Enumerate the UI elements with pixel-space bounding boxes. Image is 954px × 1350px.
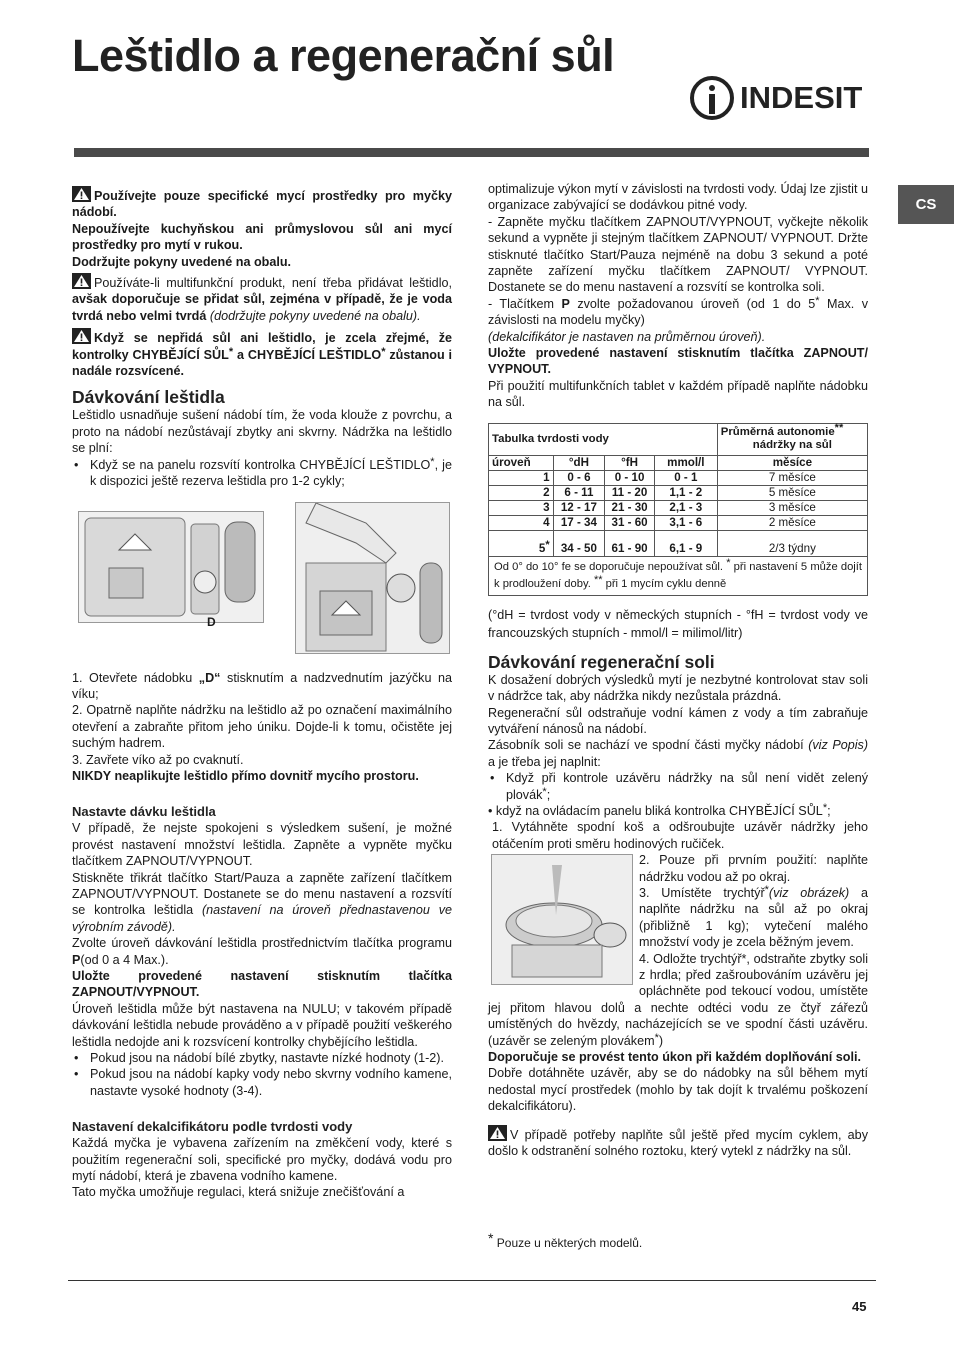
set-dose-p1: V případě, že nejste spokojeni s výsledkem sušení, je možné provést nastavení množství leštidla. Zapněte a vypněte myčku tlačítkem ZAPNOUT/VYPNOUT.: [72, 821, 452, 869]
multifunction-italic: (dodržujte pokyny uvedené na obalu).: [209, 308, 421, 323]
page-number: 45: [852, 1299, 867, 1314]
salt-p1: K dosažení dobrých výsledků mytí je nezbytné kontrolovat stav soli v nádržce tak, aby nádržka nikdy nezůstala prázdná.: [488, 672, 868, 704]
table-row: 3 12 - 17 21 - 30 2,1 - 3 3 měsíce: [489, 500, 868, 515]
decalcifier-p3: optimalizuje výkon mytí v závislosti na tvrdosti vody. Údaj lze zjistit u organizace zabývající se dodávkou pitné vody.: [488, 182, 868, 213]
save-setting-2: Uložte provedené nastavení stisknutím tlačítka ZAPNOUT/ VYPNOUT.: [488, 346, 868, 377]
warning-text-1: Používejte pouze specifické mycí prostředky pro myčky nádobí.: [72, 189, 452, 220]
warning-icon: [72, 328, 91, 344]
salt-step-2: 2. Pouze při prvním použití: naplňte nádržku vodou až po okraj.: [639, 853, 868, 884]
salt-p2: Regenerační sůl odstraňuje vodní kámen z vody a tím zabraňuje vytváření nánosů na nádobí.: [488, 705, 868, 736]
warning-icon: [488, 1125, 507, 1141]
footer-rule: [68, 1280, 876, 1281]
table-note: Od 0° do 10° fe se doporučuje nepoužívat sůl. * při nastavení 5 může dojít k prodloužení doby. ** při 1 mycím cyklu denně: [489, 556, 868, 595]
brand-name: INDESIT: [740, 80, 863, 115]
set-dose-p2: Stiskněte třikrát tlačítko Start/Pauza a zapněte zařízení tlačítkem ZAPNOUT/VYPNOUT. Dostanete se do menu nastavení a rozsvítí se kontrolka leštidla: [72, 870, 452, 918]
table-title: Tabulka tvrdosti vody: [489, 423, 718, 455]
rinse-aid-intro: Leštidlo usnadňuje sušení nádobí tím, že voda klouže z povrchu, a proto na nádobí nezůstávají zbytky ani skvrny. Nádržka na leštidlo se plní:: [72, 408, 452, 456]
salt-recommendation: Doporučuje se provést tento úkon při každém doplňování soli.: [488, 1050, 861, 1065]
page-title: Leštidlo a regenerační sůl: [72, 30, 615, 81]
left-column: Používejte pouze specifické mycí prostředky pro myčky nádobí. Nepoužívejte kuchyňskou ani průmyslovou sůl ani mycí prostředky pro mytí v rukou. Dodržujte pokyny uvedené na obalu. Používáte-li multifunkční produkt, není třeba přidávat leštidlo, avšak doporučuje se přidat sůl, zejména v případě, že je voda tvrdá nebo velmi tvrdá (dodržujte pokyny uvedené na obalu). Když se nepřidá sůl ani leštidlo, je zcela zřejmé, že kontrolky CHYBĚJÍCÍ SŮL* a CHYBĚJÍCÍ LEŠTIDLO* zůstanou i nadále rozsvícené. Dávkování leštidla Leštidlo usnadňuje sušení nádobí tím, že voda klouže z povrchu, a proto na nádobí nezůstávají zbytky ani skvrny. Nádržka na leštidlo se plní: • Když se na panelu rozsvítí kontrolka CHYBĚJÍCÍ LEŠTIDLO*, je k dispozici ještě rezerva leštidla pro 1-2 cykly; D 1. Otevřete nádobku „D“ stisknutím a nadzvednutím jazýčku na víku; 2. Opatrně naplňte nádržku na leštidlo až po označení maximálního otevření a zabraňte přitom jeho úniku. Dojde-li k tomu, očistěte jej suchým hadrem. 3. Zavřete víko až po cvaknutí. NIKDY neaplikujte leštidlo přímo dovnitř mycího prostoru. Nastavte dávku leštidla V případě, že nejste spokojeni s výsledkem sušení, je možné provést nastavení množství leštidla. Zapněte a vypněte myčku tlačítkem ZAPNOUT/VYPNOUT. Stiskněte třikrát tlačítko Start/Pauza a zapněte zařízení tlačítkem ZAPNOUT/VYPNOUT. Dostanete se do menu nastavení a rozsvítí se kontrolka leštidla (nastavení na úroveň přednastavenou ve výrobním závodě). Zvolte úroveň dávkování leštidla prostřednictvím tlačítka programu P(od 0 a 4 Max.). Uložte provedené nastavení stisknutím tlačítka ZAPNOUT/VYPNOUT. Úroveň leštidla může být nastavena na NULU; v takovém případě dávkování leštidla nebude prováděno a v případě použití veškerého leštidla nedojde ani k rozsvícení kontrolky chybějícího leštidla. • Pokud jsou na nádobí bílé zbytky, nastavte nízké hodnoty (1-2). • Pokud jsou na nádobí kapky vody nebo skvrny vodního kamene, nastavte vysoké hodnoty (3-4). Nastavení dekalcifikátoru podle tvrdosti vody Každá myčka je vybavena zařízením na změkčení vody, které s použitím regenerační soli, specifické pro myčky, dodává vodu pro mytí nádobí, která je zbavena vodního kamene. Tato myčka umožňuje regulaci, která snižuje znečišťování a: [72, 186, 452, 1201]
right-column: optimalizuje výkon mytí v závislosti na tvrdosti vody. Údaj lze zjistit u organizace zabývající se dodávkou pitné vody. - Zapněte myčku tlačítkem ZAPNOUT/VYPNOUT, vyčkejte několik sekund a vypněte ji stejným tlačítkem ZAPNOUT/ VYPNOUT. Držte stisknuté tlačítko Start/Pauza nejméně na dobu 3 sekund a poté zapněte zařízení myčku tlačítkem ZAPNOUT/ VYPNOUT. Dostanete se do menu nastavení a rozsvítí se kontrolka soli. - Tlačítkem P zvolte požadovanou úroveň (od 1 do 5* Max. v závislosti na modelu myčky) (dekalcifikátor je nastaven na průměrnou úroveň). Uložte provedené nastavení stisknutím tlačítka ZAPNOUT/ VYPNOUT. Při použití multifunkčních tablet v každém případě naplňte nádobku na sůl. Tabulka tvrdosti vody Průměrná autonomie** nádržky na sůl úroveň °dH °fH mmol/l měsíce 1 0 - 6 0 - 10 0 - 1 7 měsíce 2 6 - 11 11 - 20 1,1 - 2 5 měsíce 3 12 - 17 21 - 30 2,1 - 3 3 měsíce 4 17 - 34 31 - 60 3,1 - 6 2 měsíce 5* 34 - 50 61 - 90 6,1 - 9 2/3 týdny Od 0° do 10° fe se doporučuje nepoužívat sůl. * při nastavení 5 může dojít k prodloužení doby. ** při 1 mycím cyklu denně (°dH = tvrdost vody v německých stupních - °fH = tvrdost vody ve francouzských stupních - mmol/l = milimol/litr) Dávkování regenerační soli K dosažení dobrých výsledků mytí je nezbytné kontrolovat stav soli v nádržce tak, aby nádržka nikdy nezůstala prázdná. Regenerační sůl odstraňuje vodní kámen z vody a tím zabraňuje vytváření nánosů na nádobí. Zásobník soli se nachází ve spodní části myčky nádobí (viz Popis) a je třeba jej naplnit: • Když při kontrole uzávěru nádržky na sůl není vidět zelený plovák*; • když na ovládacím panelu bliká kontrolka CHYBĚJÍCÍ SŮL*; 1. Vytáhněte spodní koš a odšroubujte uzávěr nádržky jeho otáčením proti směru hodinových ručiček. 2. Pouze při prvním použití: naplňte nádržku vodou až po okraj. 3. Umístěte trychtýř*(viz obrázek) a naplňte nádržku na sůl až po okraj (přibližně 1 kg); vytečení malého množství vody je zcela běžným jevem. 4. Odložte trychtýř*, odstraňte zbytky soli z hrdla; před zašroubováním uzávěru jej opláchněte pod tekoucí vodou, umístěte jej přitom hlavou dolů a nechte odtéci vodu ze čtyř zářezů umístěných do hvězdy, nacházejících se ve spodní části uzávěru. (uzávěr se zeleným plovákem*) Doporučuje se provést tento úkon při každém doplňování soli. Dobře dotáhněte uzávěr, aby se do nádobky na sůl během mytí nedostal mycí prostředek (mohlo by tak dojít k trvalému poškození dekalcifikátoru). V případě potřeby naplňte sůl ještě před mycím cyklem, aby došlo k odstranění solného roztoku, který vytekl z nádržky na sůl.: [488, 181, 868, 1159]
list-item: • Když při kontrole uzávěru nádržky na sůl není vidět zelený plovák*;: [488, 770, 868, 803]
rinse-aid-figures: [72, 502, 452, 652]
decalcifier-p1: Každá myčka je vybavena zařízením na změkčení vody, které s použitím regenerační soli, specifické pro myčky, dodává vodu pro mytí nádobí, která je zbavena vodního kamene.: [72, 1136, 452, 1184]
header-rule: [74, 148, 869, 157]
filling-illustration: [295, 502, 450, 654]
list-item: • Pokud jsou na nádobí kapky vody nebo skvrny vodního kamene, nastavte vysoké hodnoty (3-4).: [72, 1066, 452, 1099]
table-row: 1 0 - 6 0 - 10 0 - 1 7 měsíce: [489, 470, 868, 485]
salt-funnel-illustration: [491, 854, 633, 985]
indicator-warning-c: zůstanou i nadále rozsvícené.: [72, 347, 453, 379]
salt-p4: Dobře dotáhněte uzávěr, aby se do nádobky na sůl během mytí nedostal mycí prostředek (mohlo by tak dojít k trvalému poškození dekalcifikátoru).: [488, 1066, 868, 1114]
set-dose-p4: Úroveň leštidla může být nastavena na NULU; v takovém případě dávkování leštidla nebude prováděno a v případě použití veškerého leštidla nedojde ani k rozsvícení kontrolky chybějícího leštidla.: [72, 1001, 452, 1049]
warning-icon: [72, 186, 91, 202]
water-hardness-table: [488, 423, 868, 596]
list-item: • Když se na panelu rozsvítí kontrolka CHYBĚJÍCÍ LEŠTIDLO*, je k dispozici ještě rezerva leštidla pro 1-2 cykly;: [72, 457, 452, 490]
step-1: 1. Otevřete nádobku: [72, 670, 193, 685]
step-2: 2. Opatrně naplňte nádržku na leštidlo až po označení maximálního otevření a zabraňte přitom jeho úniku. Dojde-li k tomu, očistěte jej suchým hadrem.: [72, 703, 452, 751]
decalcifier-p2: Tato myčka umožňuje regulaci, která snižuje znečišťování a: [72, 1185, 405, 1200]
indicator-warning-b: a CHYBĚJÍCÍ LEŠTIDLO: [236, 347, 382, 362]
logo-i-icon: [690, 76, 734, 120]
warning-text-3: Dodržujte pokyny uvedené na obalu.: [72, 254, 292, 269]
multifunction-tablets: Při použití multifunkčních tablet v každém případě naplňte nádobku na sůl.: [488, 378, 868, 410]
footnote: * Pouze u některých modelů.: [488, 1230, 643, 1250]
multifunction-bold: avšak doporučuje se přidat sůl, zejména v případě, že je voda tvrdá nebo velmi tvrdá: [72, 292, 452, 323]
dispenser-illustration: [78, 511, 264, 629]
save-setting-1: Uložte provedené nastavení stisknutím tlačítka ZAPNOUT/VYPNOUT.: [72, 969, 452, 1000]
figure-label-d: D: [207, 614, 216, 629]
multifunction-text: Používáte-li multifunkční produkt, není třeba přidávat leštidlo,: [94, 276, 452, 291]
autonomy-header: Průměrná autonomie** nádržky na sůl: [717, 423, 867, 455]
units-note: (°dH = tvrdost vody v německých stupních - °fH = tvrdost vody ve francouzských stupních - mmol/l = milimol/litr): [488, 607, 868, 640]
brand-logo: [690, 76, 862, 120]
table-row: 4 17 - 34 31 - 60 3,1 - 6 2 měsíce: [489, 515, 868, 530]
table-header-row: úroveň °dH °fH mmol/l měsíce: [489, 455, 868, 470]
decalcifier-default: (dekalcifikátor je nastaven na průměrnou úroveň).: [488, 329, 766, 344]
step-3: 3. Zavřete víko až po cvaknutí.: [72, 752, 244, 767]
salt-bullet-2: • když na ovládacím panelu bliká kontrolka CHYBĚJÍCÍ SŮL: [488, 803, 823, 818]
table-row: 5* 34 - 50 61 - 90 6,1 - 9 2/3 týdny: [489, 530, 868, 556]
indicator-warning-a: Když se nepřidá sůl ani leštidlo, je zcela zřejmé, že kontrolky CHYBĚJÍCÍ SŮL: [72, 331, 452, 362]
language-tab: CS: [898, 185, 954, 224]
heading-salt-dosing: Dávkování regenerační soli: [488, 651, 715, 672]
heading-rinse-aid-dosing: Dávkování leštidla: [72, 387, 225, 408]
set-dose-p3: Zvolte úroveň dávkování leštidla prostřednictvím tlačítka programu: [72, 936, 452, 951]
heading-decalcifier: Nastavení dekalcifikátoru podle tvrdosti vody: [72, 1119, 353, 1135]
table-row: 2 6 - 11 11 - 20 1,1 - 2 5 měsíce: [489, 485, 868, 500]
salt-step-1: 1. Vytáhněte spodní koš a odšroubujte uzávěr nádržky jeho otáčením proti směru hodinových ručiček.: [492, 820, 868, 851]
list-item: • Pokud jsou na nádobí bílé zbytky, nastavte nízké hodnoty (1-2).: [72, 1050, 452, 1066]
warning-text-2: Nepoužívejte kuchyňskou ani průmyslovou sůl ani mycí prostředky pro mytí v rukou.: [72, 221, 452, 253]
warning-icon: [72, 273, 91, 289]
salt-step-4: 4. Odložte trychtýř*, odstraňte zbytky soli z hrdla; před zašroubováním uzávěru jej opláchněte pod tekoucí vodou, umístěte jej přitom hlavou dolů a nechte odtéci vodu ze čtyř zářezů umístěných do hvězdy, nacházejících se ve spodní části uzávěru. (uzávěr se zeleným plovákem: [488, 951, 868, 1048]
decalcifier-steps: - Zapněte myčku tlačítkem ZAPNOUT/VYPNOUT, vyčkejte několik sekund a vypněte ji stejným tlačítkem ZAPNOUT/ VYPNOUT. Držte stisknuté tlačítko Start/Pauza nejméně na dobu 3 sekund a poté zapněte zařízení myčku tlačítkem ZAPNOUT/ VYPNOUT. Dostanete se do menu nastavení a rozsvítí se kontrolka soli.: [488, 214, 868, 295]
never-warning: NIKDY neaplikujte leštidlo přímo dovnitř mycího prostoru.: [72, 768, 419, 783]
heading-set-dose: Nastavte dávku leštidla: [72, 804, 216, 820]
salt-warning: V případě potřeby naplňte sůl ještě před mycím cyklem, aby došlo k odstranění solného roztoku, který vytekl z nádržky na sůl.: [488, 1127, 868, 1159]
